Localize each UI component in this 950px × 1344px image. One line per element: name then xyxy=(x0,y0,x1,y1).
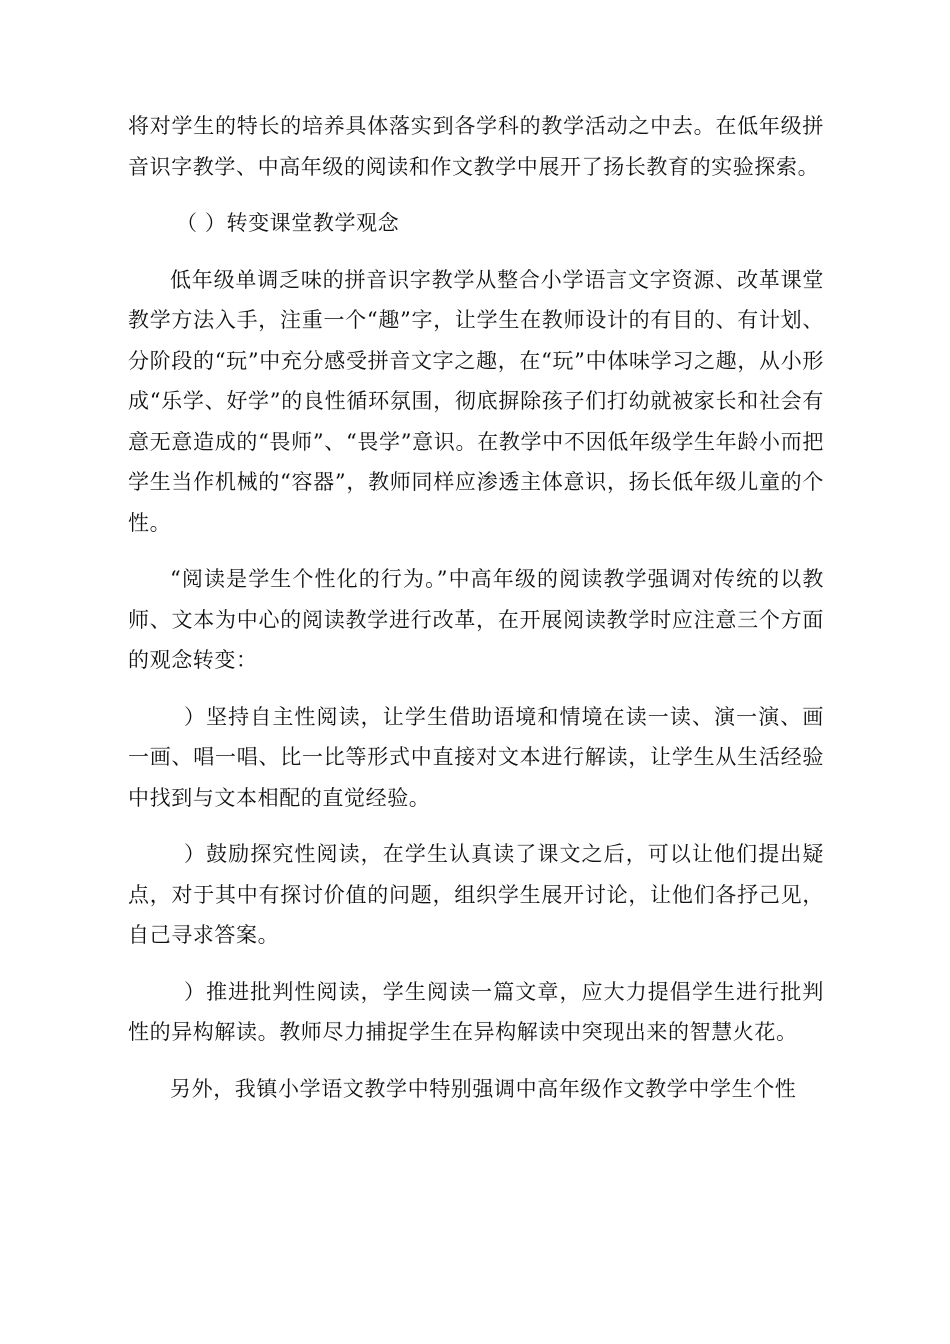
list-item-critical-reading: ）推进批判性阅读，学生阅读一篇文章，应大力提倡学生进行批判性的异构解读。教师尽力捕捉学生在异构解读中突现出来的智慧火花。 xyxy=(128,979,824,1044)
paragraph-continuation: 将对学生的特长的培养具体落实到各学科的教学活动之中去。在低年级拼音识字教学、中高年级的阅读和作文教学中展开了扬长教育的实验探索。 xyxy=(128,114,824,179)
paragraph-reading-teaching: “阅读是学生个性化的行为。”中高年级的阅读教学强调对传统的以教师、文本为中心的阅读教学进行改革，在开展阅读教学时应注意三个方面的观念转变： xyxy=(128,567,824,672)
list-item-inquiry-reading: ）鼓励探究性阅读，在学生认真读了课文之后，可以让他们提出疑点，对于其中有探讨价值的问题，组织学生展开讨论，让他们各抒己见，自己寻求答案。 xyxy=(128,842,824,947)
list-item-autonomous-reading: ）坚持自主性阅读，让学生借助语境和情境在读一读、演一演、画一画、唱一唱、比一比等形式中直接对文本进行解读，让学生从生活经验中找到与文本相配的直觉经验。 xyxy=(128,704,824,810)
paragraph-pinyin-teaching: 低年级单调乏味的拼音识字教学从整合小学语言文字资源、改革课堂教学方法入手，注重一个“趣”字，让学生在教师设计的有目的、有计划、分阶段的“玩”中充分感受拼音文字之趣，在“玩”中体味学习之趣，从小形成“乐学、好学”的良性循环氛围，彻底摒除孩子们打幼就被家长和社会有意无意造成的“畏师”、“畏学”意识。在教学中不因低年级学生年龄小而把学生当作机械的“容器”，教师同样应渗透主体意识，扬长低年级儿童的个性。 xyxy=(128,267,824,535)
section-heading: （ ）转变课堂教学观念 xyxy=(176,211,400,235)
paragraph-writing-teaching: 另外，我镇小学语文教学中特别强调中高年级作文教学中学生个性 xyxy=(170,1076,797,1101)
document-body xyxy=(128,106,824,1109)
